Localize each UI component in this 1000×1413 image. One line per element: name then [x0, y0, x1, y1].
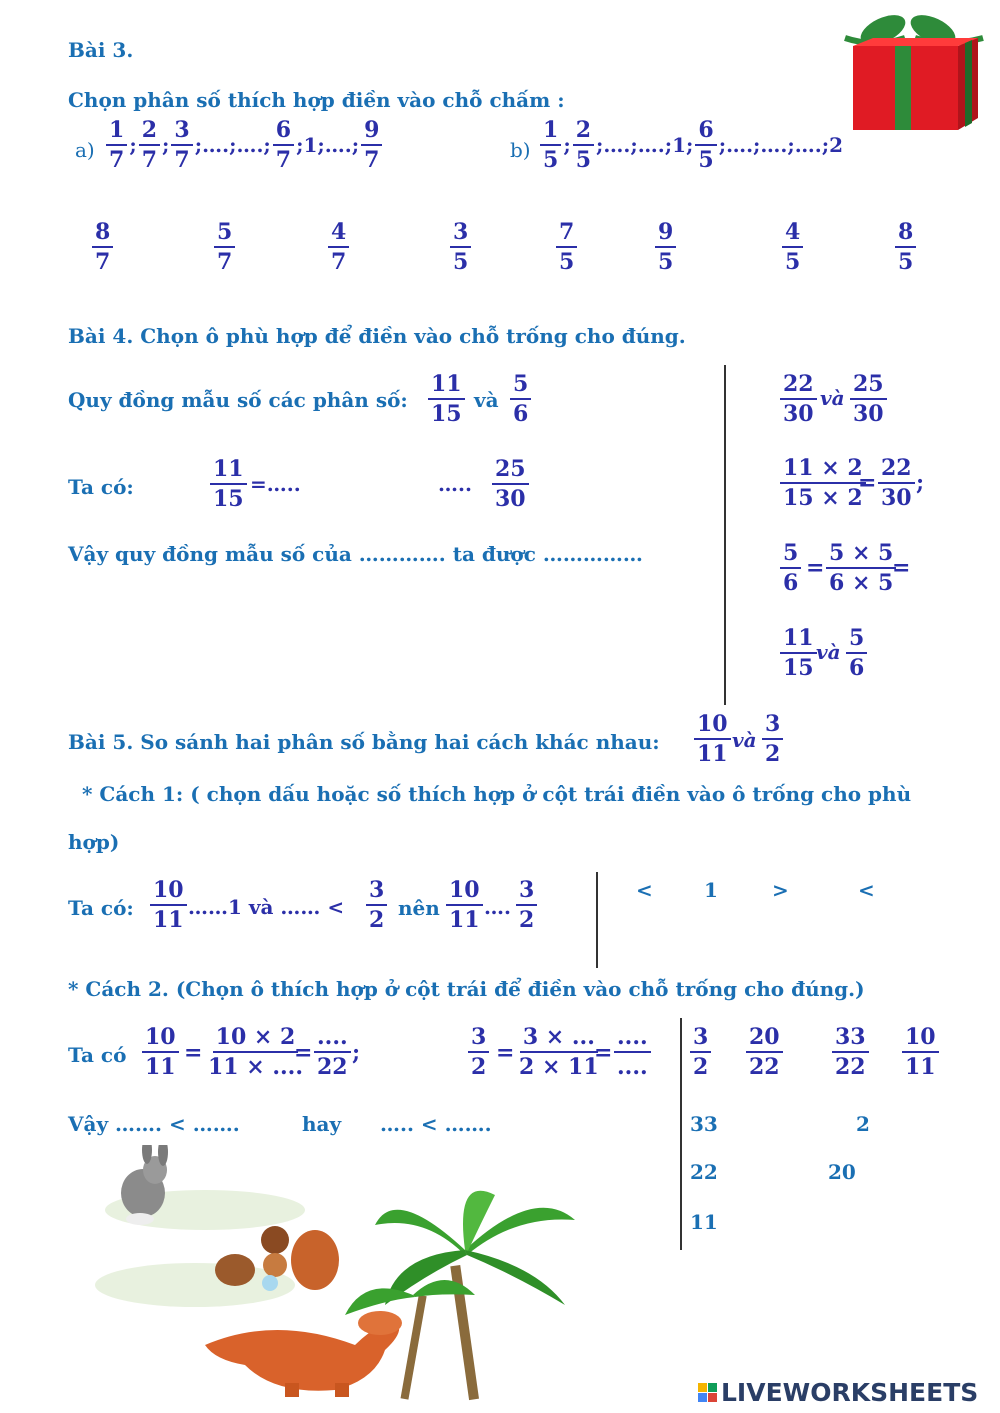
bai3-option-7-5[interactable]: $\frac{7}{5}$	[556, 220, 577, 274]
bai3-option-5-7[interactable]: $\frac{5}{7}$	[214, 220, 235, 274]
bai5-c1-option-0[interactable]: <	[636, 878, 653, 902]
bai5-c2-result-blank[interactable]: .... ....	[614, 1025, 651, 1079]
liveworksheets-logo	[698, 1378, 978, 1407]
bai4-quy-dong-text: Quy đồng mẫu số các phân số:	[68, 388, 408, 412]
bai5-c1-option-2[interactable]: >	[772, 878, 789, 902]
bai5-c2-semicolon: ;	[352, 1040, 361, 1066]
bai5-c2-eq-4: =	[594, 1040, 613, 1066]
bai5-c2-fraction-10-11: $\frac{10}{11}$	[142, 1025, 179, 1079]
bai3-option-4-7[interactable]: $\frac{4}{7}$	[328, 220, 349, 274]
bai3-option-9-5[interactable]: $\frac{9}{5}$	[655, 220, 676, 274]
bai5-c2-result-22[interactable]: .... 22	[314, 1025, 351, 1079]
bai4-fraction-5-6: $\frac{5}{6}$	[510, 372, 531, 426]
bai3-a-sep-5[interactable]: ;….;….;	[194, 133, 271, 158]
bai5-c2-option-fraction-33-22[interactable]: $\frac{33}{22}$	[832, 1025, 869, 1079]
bai5-c2-fraction-3-2: $\frac{3}{2}$	[468, 1025, 489, 1079]
bai3-sequence-a	[106, 118, 382, 172]
bai5-c1-fraction-3-2-b: $\frac{3}{2}$	[516, 878, 537, 932]
bai5-va: và	[732, 728, 757, 752]
bai4-blank-2[interactable]: …..	[438, 472, 472, 496]
bai5-fraction-10-11: $\frac{10}{11}$	[694, 712, 731, 766]
bai5-c1-fraction-10-11-b: $\frac{10}{11}$	[446, 878, 483, 932]
bai3-option-3-5[interactable]: $\frac{3}{5}$	[450, 220, 471, 274]
liveworksheets-logo-icon	[698, 1383, 717, 1402]
bai5-c2-option-fraction-20-22[interactable]: $\frac{20}{22}$	[746, 1025, 783, 1079]
bai5-c2-eq-1: =	[184, 1040, 203, 1066]
bai3-option-4-5[interactable]: $\frac{4}{5}$	[782, 220, 803, 274]
bai3-a-sep-1: ;	[129, 133, 137, 158]
bai4-ta-co: Ta có:	[68, 475, 134, 499]
bai5-cach1-instruction: * Cách 1: ( chọn dấu hoặc số thích hợp ở cột trái điền vào ô trống cho phù	[82, 782, 912, 806]
bai5-c2-divider	[680, 1018, 682, 1250]
bai5-c2-option-number-0[interactable]: 33	[690, 1112, 718, 1136]
bai5-c1-fraction-3-2-a: $\frac{3}{2}$	[366, 878, 387, 932]
bai3-instruction: Chọn phân số thích hợp điền vào chỗ chấm :	[68, 88, 565, 112]
bai3-option-8-7[interactable]: $\frac{8}{7}$	[92, 220, 113, 274]
bai4-title: Bài 4. Chọn ô phù hợp để điền vào chỗ trống cho đúng.	[68, 324, 686, 348]
bai3-b-fraction-2-5: $\frac{2}{5}$	[573, 118, 594, 172]
bai4-fraction-11-15: $\frac{11}{15}$	[428, 372, 465, 426]
bai4-conclusion[interactable]: Vậy quy đồng mẫu số của …………. ta được ……………	[68, 542, 643, 566]
bai3-b-fraction-1-5: $\frac{1}{5}$	[540, 118, 561, 172]
bai5-c1-fraction-10-11-a: $\frac{10}{11}$	[150, 878, 187, 932]
bai4-fraction-25-30: $\frac{25}{30}$	[492, 457, 529, 511]
bai3-title: Bài 3.	[68, 38, 134, 62]
bai5-title: Bài 5. So sánh hai phân số bằng hai cách khác nhau:	[68, 730, 660, 754]
bai5-cach2-instruction: * Cách 2. (Chọn ô thích hợp ở cột trái để điền vào chỗ trống cho đúng.)	[68, 977, 865, 1001]
bai3-b-sep-5[interactable]: ;….;….;….;2	[718, 133, 844, 158]
gift-box-image	[835, 8, 985, 136]
bai5-c1-divider	[596, 872, 598, 968]
bai5-c2-hay: hay	[302, 1112, 342, 1136]
bai3-sequence-b	[540, 118, 843, 172]
bai4-divider	[724, 365, 726, 705]
bai3-b-sep-3[interactable]: ;….;….;1;	[596, 133, 694, 158]
bai5-c2-option-fraction-3-2[interactable]: $\frac{3}{2}$	[690, 1025, 711, 1079]
bai4-blank-1[interactable]: =…..	[250, 472, 301, 496]
bai3-a-sep-7[interactable]: ;1;….;	[296, 133, 360, 158]
bai4-va: và	[474, 388, 499, 412]
bai5-c2-mul-3x[interactable]: $\frac{3 \times ...}{2 \times 11}$	[519, 1024, 599, 1081]
cartoon-scene-image	[95, 1145, 595, 1405]
bai4-tacо-fraction-11-15: $\frac{11}{15}$	[210, 457, 247, 511]
liveworksheets-logo-text: LIVEWORKSHEETS	[721, 1378, 979, 1407]
bai4-option-22-30-va-25-30[interactable]: $\frac{22}{30}$ và $\frac{25}{30}$	[780, 372, 900, 432]
bai3-b-label: b)	[510, 138, 531, 162]
bai5-c2-eq-2: =	[294, 1040, 313, 1066]
bai3-a-label: a)	[75, 138, 95, 162]
bai5-c2-vay[interactable]: Vậy ……. < …….	[68, 1112, 240, 1136]
bai5-c2-option-number-1[interactable]: 2	[856, 1112, 870, 1136]
bai5-c2-vay2[interactable]: ….. < …….	[380, 1112, 492, 1136]
bai5-c2-option-fraction-10-11[interactable]: $\frac{10}{11}$	[902, 1025, 939, 1079]
bai5-c1-option-3[interactable]: <	[858, 878, 875, 902]
bai3-b-sep-1: ;	[563, 133, 571, 158]
bai5-c1-ta-co: Ta có:	[68, 896, 134, 920]
bai3-a-fraction-3-7: $\frac{3}{7}$	[171, 118, 192, 172]
bai5-c1-option-1[interactable]: 1	[704, 878, 718, 902]
bai4-option-5-6-5x5-6x5[interactable]: $\frac{5}{6}$ = $\frac{5 \times 5}{6 \times 5}$ =	[780, 541, 920, 601]
bai5-c2-ta-co: Ta có	[68, 1043, 127, 1067]
bai4-option-11x2-15x2[interactable]: $\frac{11 \times 2}{15 \times 2}$ = $\frac{22}{30}$ ;	[780, 456, 930, 516]
bai3-a-fraction-2-7: $\frac{2}{7}$	[139, 118, 160, 172]
bai3-a-sep-3: ;	[162, 133, 170, 158]
bai5-c2-option-number-3[interactable]: 20	[828, 1160, 856, 1184]
bai3-a-fraction-9-7: $\frac{9}{7}$	[361, 118, 382, 172]
bai5-c2-eq-3: =	[496, 1040, 515, 1066]
bai5-c2-option-number-4[interactable]: 11	[690, 1210, 718, 1234]
bai5-c1-nen: nên	[398, 896, 440, 920]
bai3-option-8-5[interactable]: $\frac{8}{5}$	[895, 220, 916, 274]
bai5-fraction-3-2: $\frac{3}{2}$	[762, 712, 783, 766]
bai5-c1-blanks[interactable]: ……1 và …… <	[188, 895, 345, 919]
bai4-option-11-15-va-5-6[interactable]: $\frac{11}{15}$ và $\frac{5}{6}$	[780, 626, 890, 686]
bai5-c2-option-number-2[interactable]: 22	[690, 1160, 718, 1184]
bai3-a-fraction-1-7: $\frac{1}{7}$	[106, 118, 127, 172]
bai5-c2-mul-10x2[interactable]: $\frac{10 \times 2}{11 \times ....}$	[208, 1024, 304, 1081]
bai3-b-fraction-6-5: $\frac{6}{5}$	[695, 118, 716, 172]
bai5-cach1-instruction-cont: hợp)	[68, 830, 120, 854]
bai3-a-fraction-6-7: $\frac{6}{7}$	[273, 118, 294, 172]
bai5-c1-blank-compare[interactable]: ….	[484, 895, 511, 919]
